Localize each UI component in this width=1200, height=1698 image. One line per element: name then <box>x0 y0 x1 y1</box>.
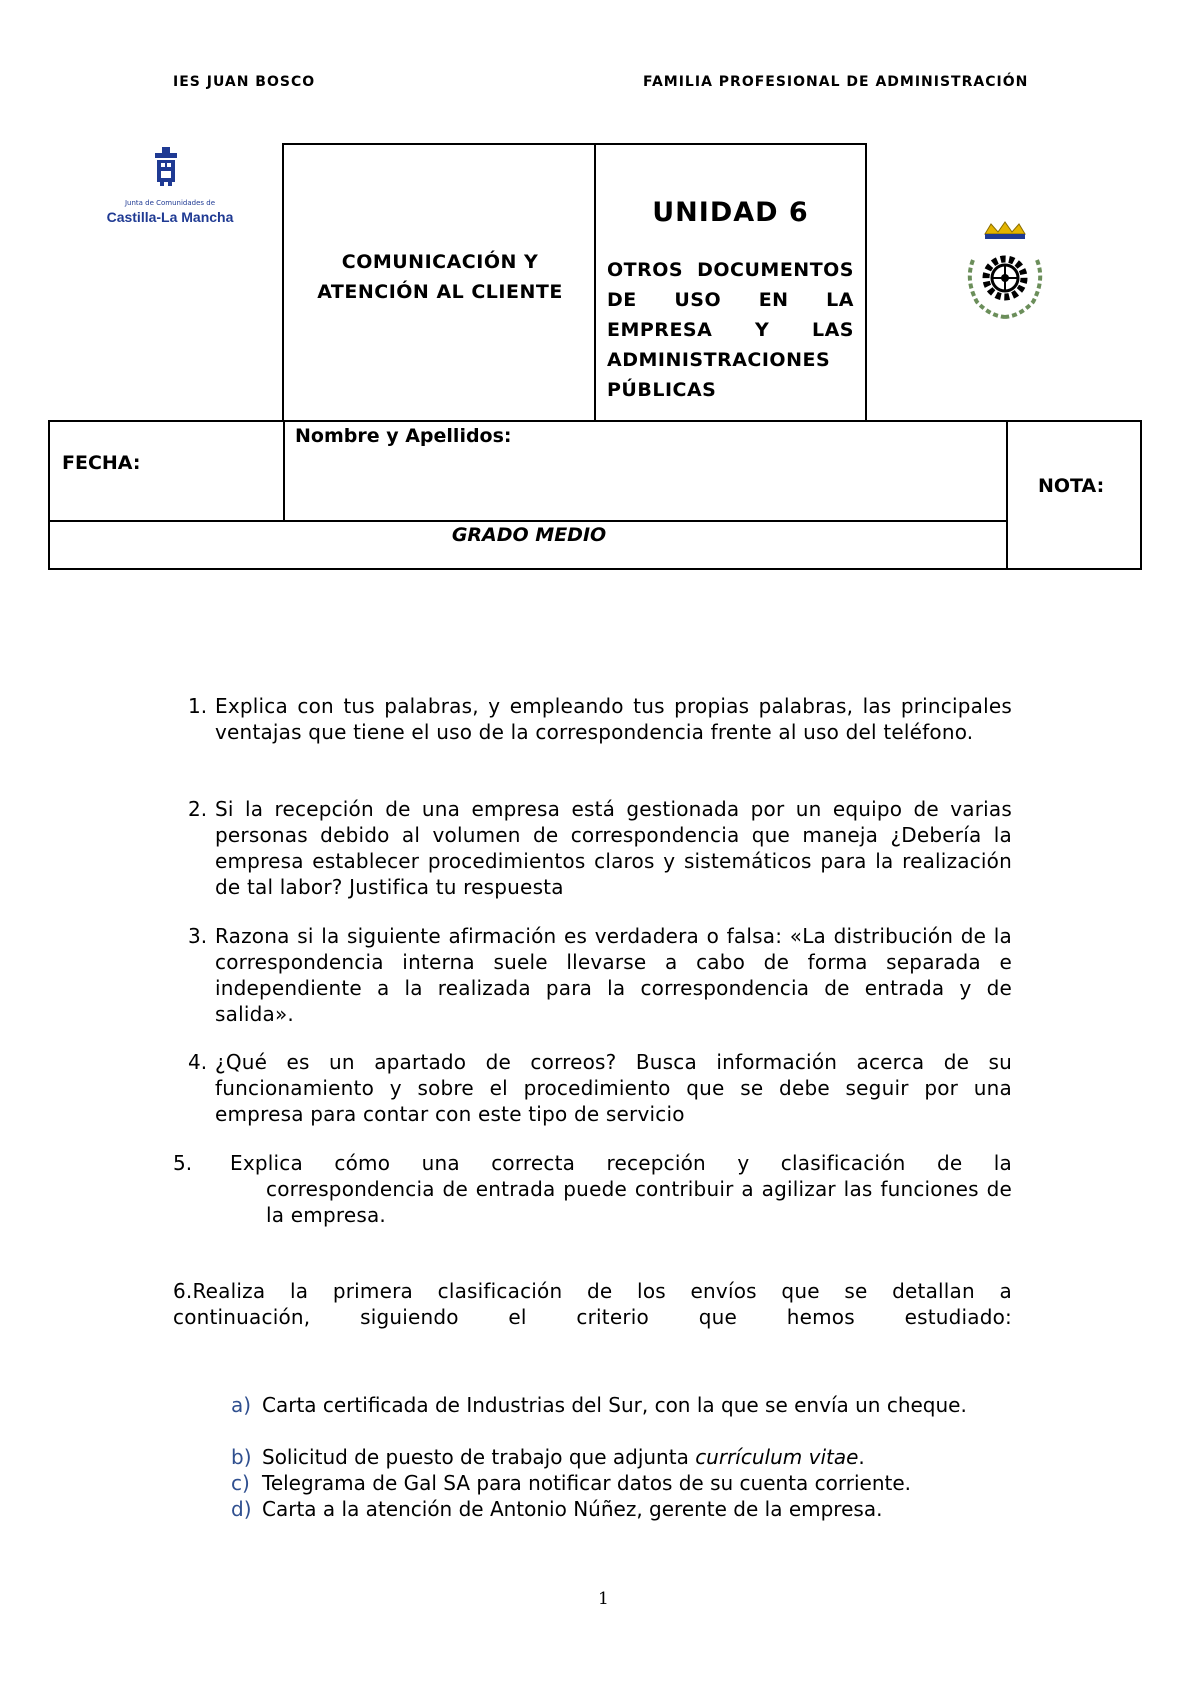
question-5-line: Explica cómo una correcta recepción y clasificación de la <box>230 1151 1012 1175</box>
question-number: 6. <box>173 1279 193 1303</box>
subject-box <box>282 143 596 422</box>
table-divider <box>283 422 285 522</box>
date-label: FECHA: <box>62 452 141 474</box>
castilla-la-mancha-logo <box>100 143 240 233</box>
running-header-department: FAMILIA PROFESIONAL DE ADMINISTRACIÓN <box>643 74 1029 90</box>
list-item <box>262 1444 1012 1470</box>
unit-box <box>594 143 867 422</box>
item-text: . <box>858 1445 865 1469</box>
question-6-line <box>173 1278 1012 1304</box>
item-mark: a) <box>231 1393 252 1417</box>
level-label: GRADO MEDIO <box>451 524 607 546</box>
question-6 <box>173 1278 1012 1330</box>
logo-caption-large: Castilla-La Mancha <box>106 209 234 225</box>
question-5 <box>230 1150 1012 1228</box>
question-number: 5. <box>173 1151 193 1175</box>
running-header-school: IES JUAN BOSCO <box>173 74 316 90</box>
logo-caption-small: Junta de Comunidades de <box>124 199 216 207</box>
grade-label: NOTA: <box>1038 475 1105 497</box>
list-item: Telegrama de Gal SA para notificar datos de su cuenta corriente. <box>262 1471 912 1495</box>
student-info-table <box>48 420 1142 570</box>
item-mark: d) <box>231 1497 252 1521</box>
question-6-line: continuación, siguiendo el criterio que hemos estudiado: <box>173 1305 1012 1329</box>
page-number: 1 <box>598 1589 609 1609</box>
question-number: 3. <box>188 924 208 948</box>
table-divider <box>50 520 1008 522</box>
question-3: Razona si la siguiente afirmación es verdadera o falsa: «La distribución de la correspondencia interna suele llevarse a cabo de forma separada e independiente a la realizada para la correspondencia de entrada y de salida». <box>215 924 1012 1026</box>
list-item-marker <box>231 1444 252 1470</box>
unit-subtitle: OTROS DOCUMENTOS DE USO EN LA EMPRESA Y LAS ADMINISTRACIONES PÚBLICAS <box>607 259 854 401</box>
item-mark: b) <box>231 1445 252 1469</box>
name-label: Nombre y Apellidos: <box>295 425 512 447</box>
question-5-rest: correspondencia de entrada puede contribuir a agilizar las funciones de la empresa. <box>266 1177 1012 1227</box>
list-item: Carta a la atención de Antonio Núñez, gerente de la empresa. <box>262 1497 883 1521</box>
question-number: 2. <box>188 797 208 821</box>
question-4: ¿Qué es un apartado de correos? Busca información acerca de su funcionamiento y sobre el procedimiento que se debe seguir por una empresa para contar con este tipo de servicio <box>215 1050 1012 1126</box>
school-emblem <box>955 220 1055 325</box>
list-item-marker <box>231 1496 252 1522</box>
item-text: Solicitud de puesto de trabajo que adjunta <box>262 1445 696 1469</box>
gear-emblem-icon <box>955 220 1055 325</box>
question-1: Explica con tus palabras, y empleando tus propias palabras, las principales ventajas que tiene el uso de la correspondencia frente al uso del teléfono. <box>215 694 1012 744</box>
question-6-text: Realiza la primera clasificación de los envíos que se detallan a <box>192 1279 1012 1303</box>
table-divider <box>1006 422 1008 568</box>
list-item-marker <box>231 1470 250 1496</box>
list-item-marker <box>231 1392 251 1418</box>
item-text-italic: currículum vitae <box>695 1445 859 1469</box>
subject-title: COMUNICACIÓN Y ATENCIÓN AL CLIENTE <box>317 251 563 303</box>
unit-title: UNIDAD 6 <box>652 197 809 228</box>
list-item: Carta certificada de Industrias del Sur, con la que se envía un cheque. <box>262 1393 967 1417</box>
question-number: 1. <box>188 694 208 718</box>
question-2: Si la recepción de una empresa está gestionada por un equipo de varias personas debido al volumen de correspondencia que maneja ¿Debería la empresa establecer procedimientos claros y sistemáticos para la realización de tal labor? Justifica tu respuesta <box>215 797 1012 899</box>
question-number: 4. <box>188 1050 208 1074</box>
item-mark: c) <box>231 1471 250 1495</box>
